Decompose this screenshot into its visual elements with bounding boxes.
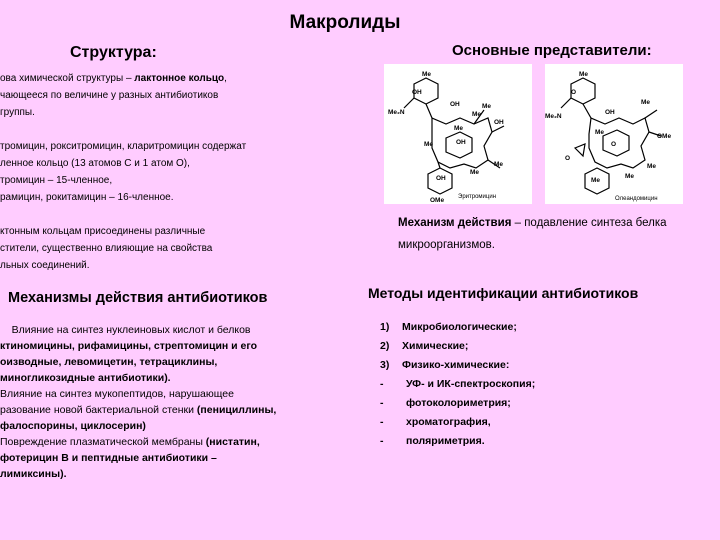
- mechanism-line: [0, 386, 276, 402]
- method-marker: 3): [380, 359, 390, 371]
- mechanism-line-emphasis: фотерицин В и пептидные антибиотики –: [0, 452, 217, 464]
- mechanisms-text: [0, 322, 276, 482]
- mechanisms-heading: Механизмы действия антибиотиков: [8, 290, 268, 306]
- svg-text:OMe: OMe: [657, 133, 672, 140]
- method-marker: 2): [380, 340, 390, 352]
- structure-line-text: рамицин, рокитамицин – 16-членное.: [0, 192, 174, 203]
- mechanism-description: – подавление синтеза белка микроорганизмов.: [398, 217, 667, 251]
- mechanism-line-emphasis: (нистатин,: [205, 436, 260, 448]
- svg-text:Me₂N: Me₂N: [545, 113, 562, 120]
- mechanism-of-action: [398, 212, 698, 256]
- mechanism-line: [0, 338, 276, 354]
- svg-text:O: O: [565, 155, 571, 162]
- erythromycin-structure: [384, 64, 532, 204]
- method-marker: -: [380, 378, 384, 390]
- svg-text:O: O: [571, 89, 577, 96]
- method-label: хроматография,: [406, 416, 491, 428]
- svg-text:Me: Me: [482, 103, 492, 110]
- svg-text:Эритромицин: Эритромицин: [458, 194, 497, 200]
- structure-line-text: ,: [224, 73, 227, 84]
- svg-text:Me: Me: [641, 99, 651, 106]
- method-item: [380, 356, 535, 375]
- svg-text:OH: OH: [412, 89, 422, 96]
- method-label: поляриметрия.: [406, 435, 485, 447]
- svg-text:Me: Me: [591, 177, 601, 184]
- svg-text:Me: Me: [595, 129, 605, 136]
- structure-line: [0, 104, 246, 121]
- oleandomycin-structure: [545, 64, 683, 204]
- structure-line-emphasis: лактонное кольцо: [134, 73, 225, 84]
- mechanism-line-emphasis: лимиксины).: [0, 468, 67, 480]
- mechanism-line-text: Влияние на синтез мукопептидов, нарушающее: [0, 388, 234, 400]
- svg-text:Me: Me: [454, 125, 464, 132]
- structure-line-text: группы.: [0, 107, 35, 118]
- mechanism-line-emphasis: миногликозидные антибиотики).: [0, 372, 171, 384]
- mechanism-line-emphasis: фалоспорины, циклосерин): [0, 420, 146, 432]
- svg-text:Me: Me: [422, 71, 432, 78]
- structure-line-text: чающееся по величине у разных антибиотиков: [0, 90, 219, 101]
- method-label: Химические;: [402, 340, 469, 352]
- erythromycin-formula: [384, 64, 532, 204]
- method-item: [380, 337, 535, 356]
- mechanism-line: [0, 402, 276, 418]
- method-label: Микробиологические;: [402, 321, 517, 333]
- method-marker: -: [380, 397, 384, 409]
- structure-line-text: ленное кольцо (13 атомов С и 1 атом О),: [0, 158, 190, 169]
- method-marker: -: [380, 416, 384, 428]
- structure-line: [0, 189, 246, 206]
- structure-line: [0, 257, 246, 274]
- svg-text:Me: Me: [625, 173, 635, 180]
- structure-line-text: льных соединений.: [0, 260, 90, 271]
- structure-line-text: стители, существенно влияющие на свойства: [0, 243, 213, 254]
- structure-line-text: тромицин, рокситромицин, кларитромицин содержат: [0, 141, 247, 152]
- structure-line: [0, 240, 246, 257]
- structure-line: [0, 155, 246, 172]
- mechanism-line-text: Влияние на синтез нуклеиновых кислот и белков: [0, 324, 251, 336]
- mechanism-line: [0, 450, 276, 466]
- page-title: Макролиды: [289, 12, 401, 33]
- mechanism-term: Механизм действия: [398, 217, 512, 229]
- svg-text:OH: OH: [436, 175, 446, 182]
- svg-text:Me₂N: Me₂N: [388, 109, 405, 116]
- structure-line: [0, 87, 246, 104]
- structure-line-text: ктонным кольцам присоединены различные: [0, 226, 206, 237]
- svg-text:OH: OH: [605, 109, 615, 116]
- structure-line: [0, 138, 246, 155]
- svg-text:Me: Me: [647, 163, 657, 170]
- svg-text:OH: OH: [456, 139, 466, 146]
- method-marker: 1): [380, 321, 390, 333]
- structure-line-text: тромицин – 15-членное,: [0, 175, 113, 186]
- svg-text:Me: Me: [424, 141, 434, 148]
- method-item: [380, 394, 535, 413]
- method-label: УФ- и ИК-спектроскопия;: [406, 378, 536, 390]
- method-item: [380, 413, 535, 432]
- mechanism-line: [0, 322, 276, 338]
- structure-line-text: ова химической структуры –: [0, 73, 135, 84]
- mechanism-line: [0, 354, 276, 370]
- method-marker: -: [380, 435, 384, 447]
- structure-line: [0, 70, 246, 87]
- representatives-heading: Основные представители:: [452, 42, 652, 59]
- mechanism-line-emphasis: ктиномицины, рифамицины, стрептомицин и его: [0, 340, 258, 352]
- methods-heading: Методы идентификации антибиотиков: [368, 285, 639, 301]
- method-label: фотоколориметрия;: [406, 397, 511, 409]
- method-item: [380, 432, 535, 451]
- oleandomycin-formula: [545, 64, 683, 204]
- mechanism-line: [0, 370, 276, 386]
- method-label: Физико-химические:: [402, 359, 510, 371]
- structure-line: [0, 172, 246, 189]
- mechanism-line-text: Повреждение плазматической мембраны: [0, 436, 206, 448]
- svg-text:OH: OH: [494, 119, 504, 126]
- svg-text:Олеандомицин: Олеандомицин: [615, 196, 658, 202]
- mechanism-line: [0, 418, 276, 434]
- structure-line: [0, 223, 246, 240]
- structure-text: [0, 70, 246, 274]
- mechanism-line: [0, 466, 276, 482]
- structure-line: [0, 206, 246, 223]
- structure-heading: Структура:: [70, 44, 157, 61]
- svg-text:OMe: OMe: [430, 197, 445, 204]
- mechanism-line-emphasis: оизводные, левомицетин, тетрациклины,: [0, 356, 218, 368]
- mechanism-line-text: разование новой бактериальной стенки: [0, 404, 197, 416]
- svg-text:Me: Me: [579, 71, 589, 78]
- svg-text:O: O: [611, 141, 617, 148]
- svg-text:Me: Me: [470, 169, 480, 176]
- methods-list: [380, 318, 535, 451]
- mechanism-line: [0, 434, 276, 450]
- method-item: [380, 375, 535, 394]
- structure-line: [0, 121, 246, 138]
- method-item: [380, 318, 535, 337]
- mechanism-line-emphasis: (пенициллины,: [196, 404, 277, 416]
- svg-text:Me: Me: [494, 161, 504, 168]
- svg-text:Me: Me: [472, 111, 482, 118]
- svg-text:OH: OH: [450, 101, 460, 108]
